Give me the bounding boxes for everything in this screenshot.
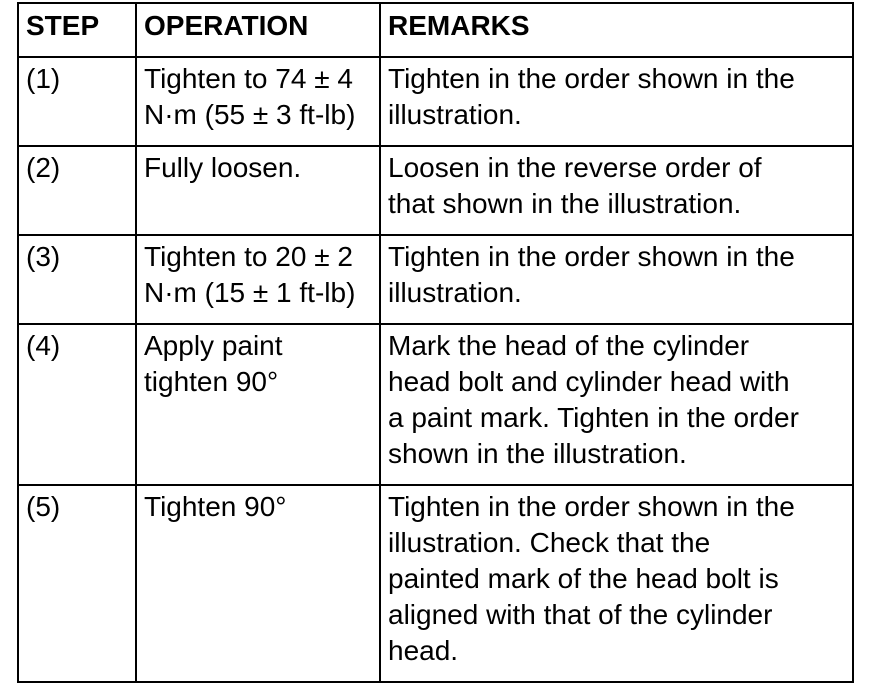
operation-cell (136, 485, 380, 682)
remarks-line: illustration. Check that the (388, 527, 711, 558)
header-row (18, 3, 853, 57)
table-row (18, 324, 853, 485)
step-cell: (2) (18, 146, 136, 235)
operation-line: Tighten to 20 ± 2 (144, 241, 353, 272)
remarks-line: aligned with that of the cylinder (388, 599, 773, 630)
remarks-line: that shown in the illustration. (388, 188, 742, 219)
remarks-cell (380, 146, 853, 235)
operation-line: N·m (55 ± 3 ft-lb) (144, 99, 356, 130)
remarks-cell (380, 324, 853, 485)
table-row (18, 146, 853, 235)
remarks-cell (380, 235, 853, 324)
remarks-line: head. (388, 635, 459, 666)
step-cell: (4) (18, 324, 136, 485)
remarks-cell (380, 57, 853, 146)
operation-cell (136, 235, 380, 324)
operation-line: Tighten to 74 ± 4 (144, 63, 353, 94)
operation-cell (136, 57, 380, 146)
operation-line: Fully loosen. (144, 152, 302, 183)
operation-line: Tighten 90° (144, 491, 287, 522)
operation-line: Apply paint (144, 330, 283, 361)
operation-cell (136, 146, 380, 235)
step-cell: (5) (18, 485, 136, 682)
header-remarks: REMARKS (380, 3, 853, 57)
remarks-line: a paint mark. Tighten in the order (388, 402, 799, 433)
remarks-line: painted mark of the head bolt is (388, 563, 779, 594)
remarks-line: illustration. (388, 99, 522, 130)
remarks-cell (380, 485, 853, 682)
table-row (18, 485, 853, 682)
remarks-line: Loosen in the reverse order of (388, 152, 762, 183)
remarks-line: illustration. (388, 277, 522, 308)
remarks-line: Mark the head of the cylinder (388, 330, 750, 361)
remarks-line: Tighten in the order shown in the (388, 491, 795, 522)
procedure-table (17, 2, 854, 683)
table-row (18, 57, 853, 146)
remarks-line: head bolt and cylinder head with (388, 366, 790, 397)
step-cell: (1) (18, 57, 136, 146)
header-operation: OPERATION (136, 3, 380, 57)
operation-line: N·m (15 ± 1 ft-lb) (144, 277, 356, 308)
operation-cell (136, 324, 380, 485)
step-cell: (3) (18, 235, 136, 324)
operation-line: tighten 90° (144, 366, 279, 397)
remarks-line: Tighten in the order shown in the (388, 241, 795, 272)
remarks-line: shown in the illustration. (388, 438, 687, 469)
table-row (18, 235, 853, 324)
header-step: STEP (18, 3, 136, 57)
remarks-line: Tighten in the order shown in the (388, 63, 795, 94)
